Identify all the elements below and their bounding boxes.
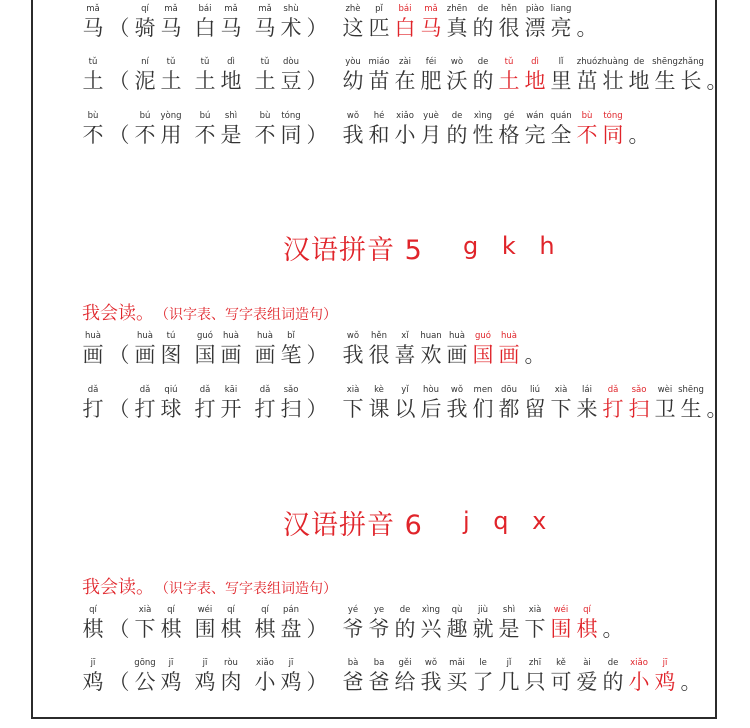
hanzi: 和 xyxy=(368,123,390,147)
hanzi: 马 xyxy=(220,16,242,40)
hanzi: 喜 xyxy=(394,343,416,367)
pinyin: yòu xyxy=(345,57,361,67)
hanzi: 画 xyxy=(220,343,242,367)
pinyin: miáo xyxy=(368,57,390,67)
hanzi: 留 xyxy=(524,397,546,421)
pinyin: qù xyxy=(451,605,463,615)
pinyin: quán xyxy=(550,111,572,121)
pinyin: ní xyxy=(141,57,149,67)
pinyin: dǎ xyxy=(259,385,271,395)
hanzi: 下 xyxy=(524,617,546,641)
hanzi: 沃 xyxy=(446,69,468,93)
hanzi: 棋 xyxy=(576,617,598,641)
pinyin: yǐ xyxy=(401,385,409,395)
pinyin: le xyxy=(479,658,487,668)
hanzi: 。 xyxy=(706,69,728,93)
pinyin: qiú xyxy=(164,385,178,395)
pinyin: tǔ xyxy=(200,57,210,67)
section6-read-text: 我会读。 xyxy=(82,577,154,598)
pinyin: dì xyxy=(227,57,235,67)
pinyin: wéi xyxy=(553,605,569,615)
hanzi: 地 xyxy=(628,69,650,93)
pinyin: bù xyxy=(259,111,271,121)
pinyin: bà xyxy=(347,658,359,668)
pinyin: dì xyxy=(531,57,539,67)
word-row xyxy=(0,57,750,105)
section5-read-label xyxy=(82,299,337,325)
hanzi: 壮 xyxy=(602,69,624,93)
pinyin: liang xyxy=(550,4,572,14)
hanzi: 以 xyxy=(394,397,416,421)
pinyin: jǐ xyxy=(506,658,512,668)
hanzi: 鸡 xyxy=(160,670,182,694)
hanzi: ） xyxy=(306,617,328,641)
pinyin: dǎ xyxy=(607,385,619,395)
hanzi: 来 xyxy=(576,397,598,421)
hanzi: 土 xyxy=(194,69,216,93)
hanzi: 小 xyxy=(254,670,276,694)
hanzi: （ xyxy=(108,69,130,93)
hanzi: 球 xyxy=(160,397,182,421)
section6-read-label xyxy=(82,573,337,599)
hanzi: 鸡 xyxy=(82,670,104,694)
pinyin: bǐ xyxy=(287,331,295,341)
hanzi: 课 xyxy=(368,397,390,421)
pinyin: yuè xyxy=(423,111,439,121)
pinyin: wéi xyxy=(197,605,213,615)
pinyin: piào xyxy=(525,4,545,14)
pinyin: mǎ xyxy=(164,4,178,14)
hanzi: 马 xyxy=(254,16,276,40)
hanzi: 在 xyxy=(394,69,416,93)
hanzi: 打 xyxy=(254,397,276,421)
pinyin: qí xyxy=(89,605,97,615)
hanzi: 。 xyxy=(576,16,598,40)
hanzi: 我 xyxy=(342,123,364,147)
pinyin: de xyxy=(607,658,619,668)
pinyin: dōu xyxy=(501,385,517,395)
hanzi: 了 xyxy=(472,670,494,694)
hanzi: 。 xyxy=(680,670,702,694)
pinyin: xià xyxy=(138,605,152,615)
pinyin: de xyxy=(477,57,489,67)
pinyin: jī xyxy=(202,658,208,668)
pinyin: jī xyxy=(662,658,668,668)
pinyin: xià xyxy=(554,385,568,395)
pinyin: wò xyxy=(450,57,464,67)
pinyin: qí xyxy=(167,605,175,615)
word-row xyxy=(0,331,750,379)
hanzi: 后 xyxy=(420,397,442,421)
pinyin: xiǎo xyxy=(396,111,414,121)
section6-read-note: （识字表、写字表组词造句） xyxy=(162,581,337,597)
hanzi: 同 xyxy=(280,123,302,147)
word-row xyxy=(0,111,750,159)
hanzi: 棋 xyxy=(254,617,276,641)
hanzi: 爸 xyxy=(368,670,390,694)
pinyin: liú xyxy=(529,385,541,395)
pinyin: tǔ xyxy=(504,57,514,67)
hanzi: 土 xyxy=(82,69,104,93)
pinyin: ye xyxy=(373,605,385,615)
pinyin: tóng xyxy=(603,111,623,121)
hanzi: 画 xyxy=(446,343,468,367)
hanzi: （ xyxy=(108,617,130,641)
hanzi: 画 xyxy=(498,343,520,367)
hanzi: 扫 xyxy=(628,397,650,421)
hanzi: 我 xyxy=(420,670,442,694)
hanzi: 爷 xyxy=(368,617,390,641)
pinyin: gěi xyxy=(398,658,412,668)
pinyin: kè xyxy=(374,385,384,395)
pinyin: de xyxy=(633,57,645,67)
hanzi: 爸 xyxy=(342,670,364,694)
pinyin: bù xyxy=(581,111,593,121)
pinyin: mǎ xyxy=(86,4,100,14)
hanzi: 给 xyxy=(394,670,416,694)
hanzi: 白 xyxy=(194,16,216,40)
pinyin: kě xyxy=(556,658,566,668)
hanzi: 兴 xyxy=(420,617,442,641)
word-row xyxy=(0,385,750,433)
hanzi: 我 xyxy=(342,343,364,367)
pinyin: dòu xyxy=(283,57,299,67)
hanzi: 打 xyxy=(602,397,624,421)
word-row xyxy=(0,4,750,52)
hanzi: 画 xyxy=(82,343,104,367)
hanzi: 泥 xyxy=(134,69,156,93)
hanzi: 下 xyxy=(134,617,156,641)
pinyin: ròu xyxy=(224,658,238,668)
section6-heading: 汉语拼音 6 xyxy=(283,510,423,541)
pinyin: zhè xyxy=(345,4,361,14)
pinyin: jī xyxy=(288,658,294,668)
pinyin: jī xyxy=(168,658,174,668)
hanzi: （ xyxy=(108,343,130,367)
pinyin: bù xyxy=(87,111,99,121)
hanzi: 术 xyxy=(280,16,302,40)
hanzi: 的 xyxy=(472,69,494,93)
hanzi: 几 xyxy=(498,670,520,694)
pinyin: bái xyxy=(398,4,412,14)
hanzi: 。 xyxy=(628,123,650,147)
hanzi: 。 xyxy=(602,617,624,641)
hanzi: 扫 xyxy=(280,397,302,421)
pinyin: jiù xyxy=(477,605,489,615)
pinyin: xiǎo xyxy=(256,658,274,668)
pinyin: zhī xyxy=(528,658,542,668)
hanzi: 是 xyxy=(498,617,520,641)
hanzi: 鸡 xyxy=(654,670,676,694)
pinyin: ài xyxy=(583,658,591,668)
hanzi: 买 xyxy=(446,670,468,694)
pinyin: shù xyxy=(283,4,299,14)
hanzi: 月 xyxy=(420,123,442,147)
hanzi: 趣 xyxy=(446,617,468,641)
pinyin: mǎ xyxy=(224,4,238,14)
pinyin: xǐ xyxy=(401,331,409,341)
hanzi: 的 xyxy=(394,617,416,641)
hanzi: 小 xyxy=(628,670,650,694)
word-row xyxy=(0,658,750,706)
hanzi: 我 xyxy=(446,397,468,421)
hanzi: 亮 xyxy=(550,16,572,40)
section6-letters: j q x xyxy=(463,507,555,535)
pinyin: de xyxy=(477,4,489,14)
pinyin: hěn xyxy=(500,4,517,14)
pinyin: lǐ xyxy=(558,57,564,67)
pinyin: xià xyxy=(346,385,360,395)
section5-read-note: （识字表、写字表组词造句） xyxy=(162,307,337,323)
hanzi: 围 xyxy=(550,617,572,641)
pinyin: huà xyxy=(257,331,273,341)
pinyin: tǔ xyxy=(88,57,98,67)
hanzi: 盘 xyxy=(280,617,302,641)
hanzi: 真 xyxy=(446,16,468,40)
hanzi: 围 xyxy=(194,617,216,641)
hanzi: （ xyxy=(108,123,130,147)
hanzi: 卫 xyxy=(654,397,676,421)
pinyin: zhēn xyxy=(446,4,468,14)
hanzi: 打 xyxy=(194,397,216,421)
hanzi: 笔 xyxy=(280,343,302,367)
pinyin: wán xyxy=(526,111,544,121)
pinyin: qí xyxy=(227,605,235,615)
hanzi: 。 xyxy=(706,397,728,421)
hanzi: 不 xyxy=(194,123,216,147)
pinyin: mǎ xyxy=(258,4,272,14)
pinyin: bú xyxy=(199,111,211,121)
hanzi: 爷 xyxy=(342,617,364,641)
pinyin: hé xyxy=(373,111,385,121)
pinyin: shì xyxy=(502,605,516,615)
pinyin: tóng xyxy=(281,111,301,121)
pinyin: tǔ xyxy=(260,57,270,67)
hanzi: 不 xyxy=(576,123,598,147)
pinyin: pán xyxy=(283,605,299,615)
hanzi: 就 xyxy=(472,617,494,641)
hanzi: 爱 xyxy=(576,670,598,694)
hanzi: 肉 xyxy=(220,670,242,694)
pinyin: huà xyxy=(449,331,465,341)
pinyin: xiǎo xyxy=(630,658,648,668)
hanzi: ） xyxy=(306,123,328,147)
hanzi: 的 xyxy=(602,670,624,694)
pinyin: lái xyxy=(582,385,592,395)
pinyin: hòu xyxy=(423,385,439,395)
hanzi: 不 xyxy=(82,123,104,147)
word-row xyxy=(0,605,750,653)
pinyin: mǎi xyxy=(449,658,465,668)
hanzi: （ xyxy=(108,670,130,694)
hanzi: 的 xyxy=(472,16,494,40)
hanzi: 可 xyxy=(550,670,572,694)
hanzi: 用 xyxy=(160,123,182,147)
hanzi: 。 xyxy=(524,343,546,367)
hanzi: 开 xyxy=(220,397,242,421)
hanzi: 画 xyxy=(254,343,276,367)
pinyin: huà xyxy=(223,331,239,341)
pinyin: de xyxy=(451,111,463,121)
hanzi: （ xyxy=(108,16,130,40)
hanzi: ） xyxy=(306,16,328,40)
hanzi: 地 xyxy=(524,69,546,93)
hanzi: 很 xyxy=(498,16,520,40)
pinyin: guó xyxy=(475,331,491,341)
hanzi: 长 xyxy=(680,69,702,93)
hanzi: 骑 xyxy=(134,16,156,40)
hanzi: 马 xyxy=(160,16,182,40)
hanzi: ） xyxy=(306,69,328,93)
pinyin: tú xyxy=(166,331,176,341)
pinyin: wèi xyxy=(657,385,673,395)
hanzi: 欢 xyxy=(420,343,442,367)
pinyin: wǒ xyxy=(346,331,360,341)
hanzi: 很 xyxy=(368,343,390,367)
hanzi: 马 xyxy=(420,16,442,40)
pinyin: qí xyxy=(261,605,269,615)
hanzi: 白 xyxy=(394,16,416,40)
hanzi: 完 xyxy=(524,123,546,147)
pinyin: huà xyxy=(85,331,101,341)
hanzi: 这 xyxy=(342,16,364,40)
pinyin: féi xyxy=(425,57,437,67)
hanzi: 画 xyxy=(134,343,156,367)
pinyin: xià xyxy=(528,605,542,615)
hanzi: 茁 xyxy=(576,69,598,93)
hanzi: 棋 xyxy=(220,617,242,641)
pinyin: zhǎng xyxy=(678,57,704,67)
hanzi: 国 xyxy=(194,343,216,367)
hanzi: 全 xyxy=(550,123,572,147)
hanzi: 打 xyxy=(134,397,156,421)
pinyin: mǎ xyxy=(424,4,438,14)
hanzi: 公 xyxy=(134,670,156,694)
pinyin: pǐ xyxy=(375,4,383,14)
pinyin: sǎo xyxy=(631,385,647,395)
pinyin: de xyxy=(399,605,411,615)
pinyin: yé xyxy=(347,605,359,615)
hanzi: 下 xyxy=(342,397,364,421)
pinyin: tǔ xyxy=(166,57,176,67)
hanzi: 里 xyxy=(550,69,572,93)
hanzi: 鸡 xyxy=(280,670,302,694)
pinyin: wǒ xyxy=(346,111,360,121)
pinyin: wǒ xyxy=(424,658,438,668)
pinyin: huà xyxy=(137,331,153,341)
hanzi: 图 xyxy=(160,343,182,367)
hanzi: 土 xyxy=(160,69,182,93)
hanzi: （ xyxy=(108,397,130,421)
hanzi: 幼 xyxy=(342,69,364,93)
pinyin: qí xyxy=(583,605,591,615)
pinyin: men xyxy=(473,385,493,395)
pinyin: gōng xyxy=(134,658,156,668)
pinyin: huan xyxy=(420,331,442,341)
hanzi: ） xyxy=(306,343,328,367)
hanzi: 漂 xyxy=(524,16,546,40)
hanzi: 鸡 xyxy=(194,670,216,694)
pinyin: shēng xyxy=(678,385,704,395)
hanzi: 的 xyxy=(446,123,468,147)
pinyin: sǎo xyxy=(283,385,299,395)
pinyin: dǎ xyxy=(139,385,151,395)
hanzi: 生 xyxy=(654,69,676,93)
hanzi: 匹 xyxy=(368,16,390,40)
hanzi: 下 xyxy=(550,397,572,421)
pinyin: zhuó xyxy=(576,57,598,67)
pinyin: xìng xyxy=(421,605,441,615)
pinyin: xìng xyxy=(473,111,493,121)
hanzi: 同 xyxy=(602,123,624,147)
pinyin: huà xyxy=(501,331,517,341)
hanzi: 不 xyxy=(134,123,156,147)
hanzi: 棋 xyxy=(160,617,182,641)
pinyin: ba xyxy=(373,658,385,668)
hanzi: 们 xyxy=(472,397,494,421)
hanzi: 土 xyxy=(498,69,520,93)
pinyin: hěn xyxy=(370,331,387,341)
pinyin: jī xyxy=(90,658,96,668)
pinyin: dǎ xyxy=(87,385,99,395)
pinyin: shēng xyxy=(652,57,678,67)
hanzi: ） xyxy=(306,670,328,694)
pinyin: gé xyxy=(503,111,515,121)
hanzi: 格 xyxy=(498,123,520,147)
pinyin: bái xyxy=(198,4,212,14)
hanzi: 豆 xyxy=(280,69,302,93)
hanzi: 只 xyxy=(524,670,546,694)
hanzi: ） xyxy=(306,397,328,421)
pinyin: dǎ xyxy=(199,385,211,395)
pinyin: guó xyxy=(197,331,213,341)
hanzi: 地 xyxy=(220,69,242,93)
pinyin: shì xyxy=(224,111,238,121)
pinyin: wǒ xyxy=(450,385,464,395)
hanzi: 国 xyxy=(472,343,494,367)
section5-read-text: 我会读。 xyxy=(82,303,154,324)
hanzi: 马 xyxy=(82,16,104,40)
hanzi: 生 xyxy=(680,397,702,421)
pinyin: yòng xyxy=(160,111,182,121)
hanzi: 不 xyxy=(254,123,276,147)
hanzi: 都 xyxy=(498,397,520,421)
hanzi: 棋 xyxy=(82,617,104,641)
pinyin: qí xyxy=(141,4,149,14)
hanzi: 苗 xyxy=(368,69,390,93)
pinyin: kāi xyxy=(224,385,238,395)
section5-letters: g k h xyxy=(463,232,563,260)
hanzi: 打 xyxy=(82,397,104,421)
pinyin: zhuàng xyxy=(597,57,629,67)
hanzi: 肥 xyxy=(420,69,442,93)
hanzi: 是 xyxy=(220,123,242,147)
pinyin: bú xyxy=(139,111,151,121)
pinyin: zài xyxy=(398,57,412,67)
hanzi: 土 xyxy=(254,69,276,93)
hanzi: 小 xyxy=(394,123,416,147)
section5-heading: 汉语拼音 5 xyxy=(283,235,423,266)
hanzi: 性 xyxy=(472,123,494,147)
